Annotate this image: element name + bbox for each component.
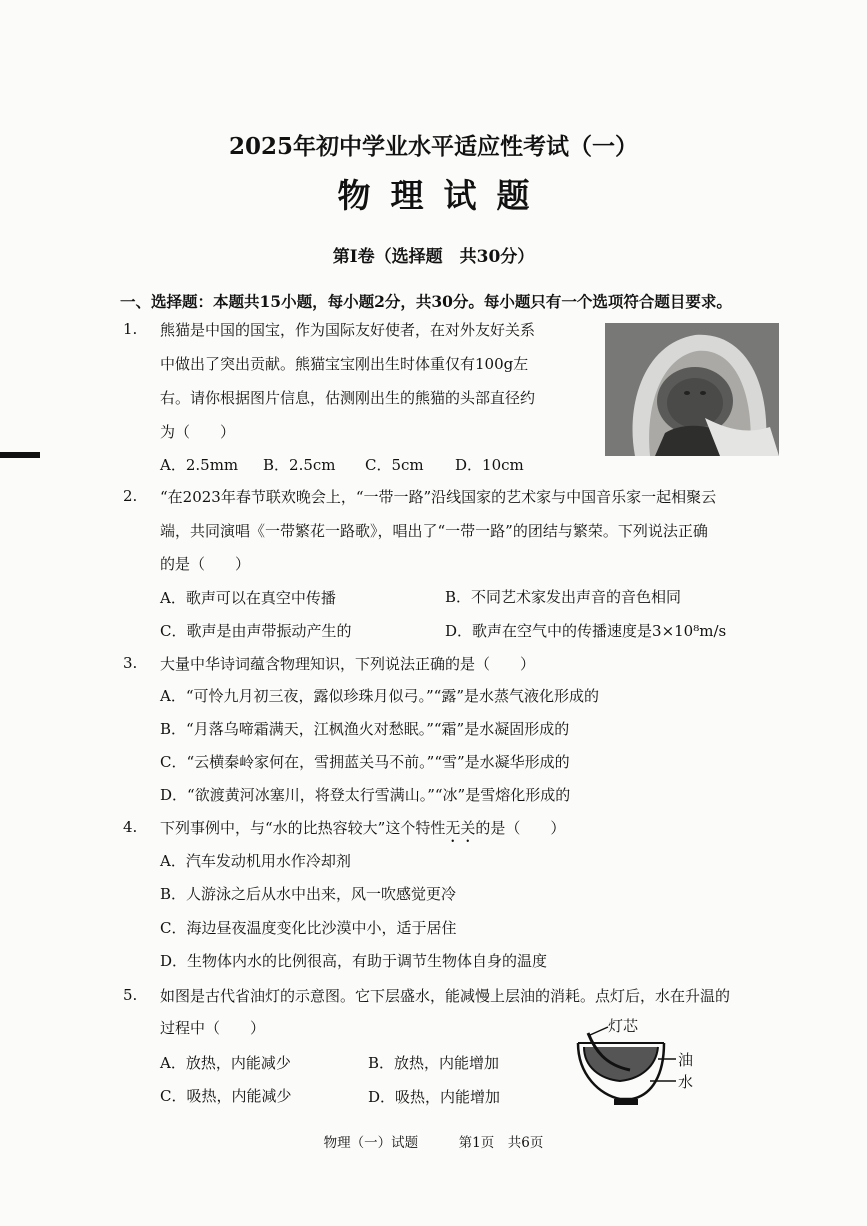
exam-title: 2025年初中学业水平适应性考试（一）	[228, 133, 638, 160]
question-text-line: 如图是古代省油灯的示意图。它下层盛水，能减慢上层油的消耗。点灯后，水在升温的	[160, 987, 731, 1005]
option: D．生物体内水的比例很高，有助于调节生物体自身的温度	[160, 952, 548, 970]
option: D．歌声在空气中的传播速度是3×10⁸m/s	[445, 622, 727, 640]
binding-margin-mark	[0, 452, 40, 458]
option: C．海边昼夜温度变化比沙漠中小，适于居住	[160, 919, 457, 937]
question-text-line: 中做出了突出贡献。熊猫宝宝刚出生时体重仅有100g左	[160, 355, 529, 373]
option: D．“欲渡黄河冰塞川，将登太行雪满山。”“冰”是雪熔化形成的	[160, 786, 571, 804]
emphasized-word: 无关	[445, 819, 476, 837]
question-number: 2.	[123, 487, 138, 505]
question-number: 5.	[123, 986, 138, 1004]
question-text-line: 为（ ）	[160, 423, 236, 441]
option: B．“月落乌啼霜满天，江枫渔火对愁眠。”“霜”是水凝固形成的	[160, 720, 570, 738]
option: A．汽车发动机用水作冷却剂	[160, 852, 351, 870]
option: D．10cm	[455, 456, 524, 474]
option: A．“可怜九月初三夜，露似珍珠月似弓。”“露”是水蒸气液化形成的	[160, 687, 600, 705]
section-heading: 一、选择题：本题共15小题，每小题2分，共30分。每小题只有一个选项符合题目要求。	[120, 292, 732, 311]
question-text-pre: 下列事例中，与“水的比热容较大”这个特性	[160, 819, 446, 837]
question-text-line: 端，共同演唱《一带繁花一路歌》，唱出了“一带一路”的团结与繁荣。下列说法正确	[160, 522, 708, 540]
question-text-line: 右。请你根据图片信息，估测刚出生的熊猫的头部直径约	[160, 389, 536, 407]
option: A．歌声可以在真空中传播	[160, 589, 336, 607]
question-text-line: “在2023年春节联欢晚会上，“一带一路”沿线国家的艺术家与中国音乐家一起相聚云	[160, 488, 717, 506]
question-number: 3.	[123, 654, 138, 672]
part-title: 第Ⅰ卷（选择题 共30分）	[332, 247, 535, 267]
figure-label-water: 水	[678, 1073, 694, 1091]
option: B．放热，内能增加	[368, 1054, 500, 1072]
question-number: 1.	[123, 320, 138, 338]
option: D．吸热，内能增加	[368, 1088, 501, 1106]
question-text-line	[160, 818, 565, 846]
option: C．“云横秦岭家何在，雪拥蓝关马不前。”“雪”是水凝华形成的	[160, 753, 570, 771]
subject-title: 物理试题	[337, 176, 550, 215]
option: C．5cm	[365, 456, 424, 474]
panda-photo	[605, 323, 779, 456]
question-number: 4.	[123, 818, 138, 836]
option: A．放热，内能减少	[160, 1054, 291, 1072]
question-text-line: 熊猫是中国的国宝，作为国际友好使者，在对外友好关系	[160, 321, 536, 339]
option: C．吸热，内能减少	[160, 1087, 292, 1105]
figure-label-wick: 灯芯	[608, 1017, 639, 1035]
oil-lamp-diagram	[560, 1015, 720, 1110]
question-text-line: 的是（ ）	[160, 555, 251, 573]
option: B．不同艺术家发出声音的音色相同	[445, 588, 682, 606]
question-text-post: 的是（ ）	[475, 819, 566, 837]
option: B．2.5cm	[263, 456, 336, 474]
question-text-line: 大量中华诗词蕴含物理知识，下列说法正确的是（ ）	[160, 655, 536, 673]
option: C．歌声是由声带振动产生的	[160, 622, 352, 640]
figure-label-oil: 油	[678, 1051, 694, 1069]
option: A．2.5mm	[160, 456, 239, 474]
option: B．人游泳之后从水中出来，风一吹感觉更冷	[160, 885, 457, 903]
page-footer: 物理（一）试题 第1页 共6页	[323, 1135, 544, 1151]
question-text-line: 过程中（ ）	[160, 1019, 266, 1037]
